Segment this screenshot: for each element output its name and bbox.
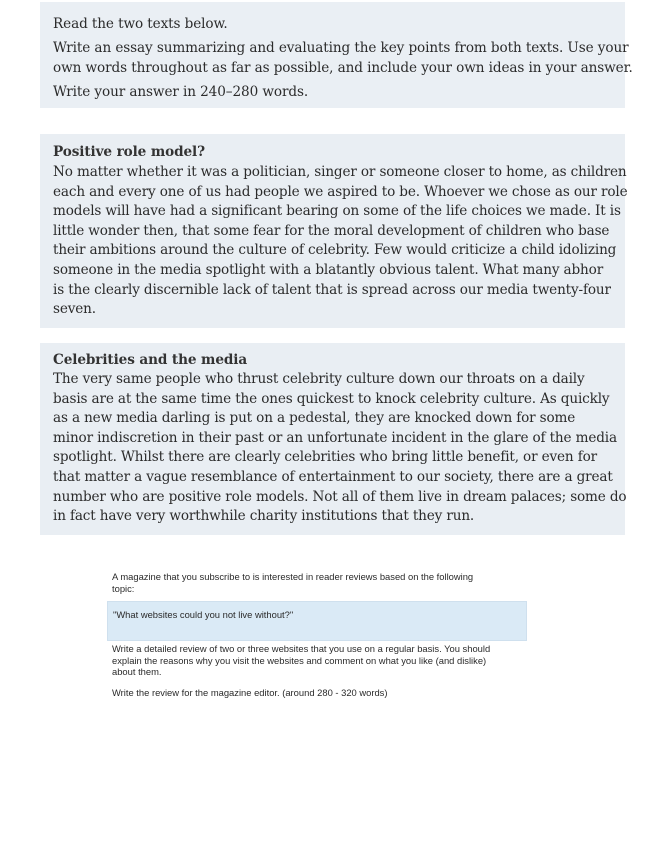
instruction-read: Read the two texts below. bbox=[53, 16, 228, 32]
text-two-heading: Celebrities and the media bbox=[53, 352, 248, 368]
text-one-line: No matter whether it was a politician, singer or someone closer to home, as children bbox=[53, 164, 627, 180]
text-one-line: each and every one of us had people we aspired to be. Whoever we chose as our role bbox=[53, 183, 628, 200]
text-one-line: their ambitions around the culture of celebrity. Few would criticize a child idolizing bbox=[53, 242, 617, 259]
text-one-line: little wonder then, that some fear for the moral development of children who base bbox=[53, 222, 610, 239]
text-two-line: minor indiscretion in their past or an unfortunate incident in the glare of the media bbox=[53, 429, 617, 446]
task-details bbox=[112, 643, 542, 678]
instruction-write-line2: own words throughout as far as possible, and include your own ideas in your answer. bbox=[53, 60, 633, 76]
text-one-line: models will have had a significant bearing on some of the life choices we made. It is bbox=[53, 203, 621, 220]
text-two-line: that matter a vague resemblance of entertainment to our society, there are a great bbox=[53, 468, 613, 485]
instructions-panel bbox=[40, 2, 633, 108]
task-intro bbox=[112, 571, 542, 594]
text-two-panel bbox=[40, 343, 625, 535]
task-details-line: Write a detailed review of two or three websites that you use on a regular basis. You should bbox=[112, 643, 491, 654]
text-one-body bbox=[53, 163, 628, 320]
instruction-word-count: Write your answer in 240–280 words. bbox=[53, 84, 309, 100]
text-two-line: in fact have very worthwhile charity institutions that they run. bbox=[53, 508, 475, 525]
text-one-line: someone in the media spotlight with a blatantly obvious talent. What many abhor bbox=[53, 261, 604, 278]
text-two-line: spotlight. Whilst there are clearly celebrities who bring little benefit, or even for bbox=[53, 449, 597, 466]
text-two-body bbox=[53, 370, 627, 527]
text-one-line: seven. bbox=[53, 301, 96, 318]
text-two-line: The very same people who thrust celebrity culture down our throats on a daily bbox=[53, 371, 585, 387]
task-topic: "What websites could you not live without?" bbox=[113, 609, 294, 620]
text-one-panel bbox=[40, 134, 628, 328]
task-details-line: explain the reasons why you visit the websites and comment on what you like (and dislike) bbox=[112, 654, 487, 666]
text-two-line: as a new media darling is put on a pedestal, they are knocked down for some bbox=[53, 410, 576, 427]
task-intro-line: topic: bbox=[112, 582, 135, 594]
text-one-line: is the clearly discernible lack of talent that is spread across our media twenty-four bbox=[53, 281, 611, 298]
instruction-write-line1: Write an essay summarizing and evaluating the key points from both texts. Use your bbox=[53, 40, 629, 56]
text-two-line: number who are positive role models. Not all of them live in dream palaces; some do bbox=[53, 488, 627, 505]
text-one-heading: Positive role model? bbox=[53, 144, 205, 160]
text-two-line: basis are at the same time the ones quickest to knock celebrity culture. As quickly bbox=[53, 390, 610, 407]
task-intro-line: A magazine that you subscribe to is interested in reader reviews based on the following bbox=[112, 571, 474, 582]
task-details-line: about them. bbox=[112, 666, 162, 678]
task-topic-box bbox=[107, 601, 527, 641]
task-word-count: Write the review for the magazine editor. (around 280 - 320 words) bbox=[112, 687, 388, 698]
